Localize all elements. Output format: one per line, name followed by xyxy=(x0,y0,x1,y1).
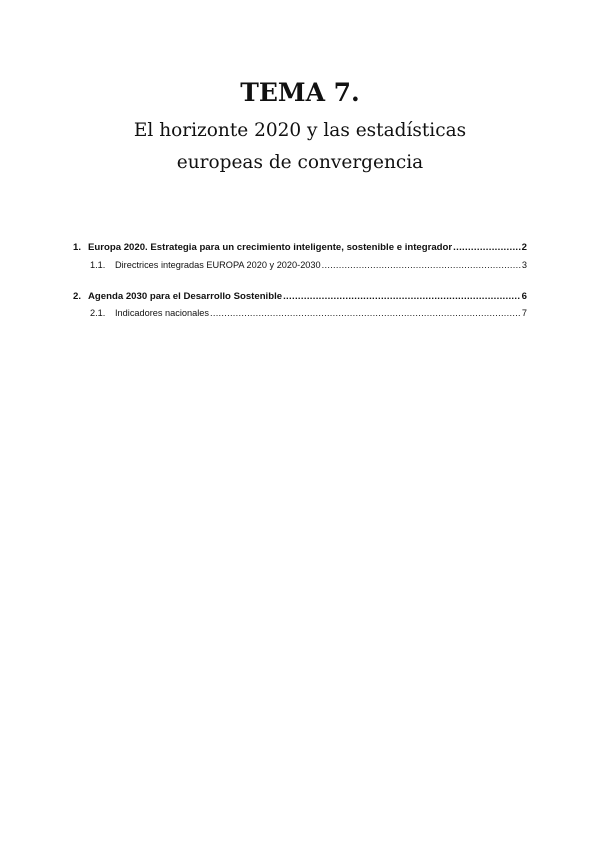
toc-entry-text: Indicadores nacionales xyxy=(115,308,209,318)
toc-entry-number: 1. xyxy=(73,242,82,253)
toc-dot-leader xyxy=(210,308,521,318)
toc-entry-text: Agenda 2030 para el Desarrollo Sostenible xyxy=(88,291,283,302)
toc-entry-1[interactable] xyxy=(73,242,527,253)
toc-entry-2-1[interactable] xyxy=(90,308,527,318)
toc-entry-1-1[interactable] xyxy=(90,260,527,270)
toc-entry-page: 3 xyxy=(521,260,527,270)
document-subtitle-line-2: europeas de convergencia xyxy=(176,152,424,173)
toc-entry-2[interactable] xyxy=(73,291,527,302)
toc-dot-leader xyxy=(453,242,521,253)
toc-entry-page: 6 xyxy=(521,291,527,302)
document-subtitle-line-1: El horizonte 2020 y las estadísticas xyxy=(133,120,467,141)
toc-entry-number: 2.1. xyxy=(90,308,106,318)
toc-entry-page: 7 xyxy=(521,308,527,318)
toc-entry-text: Europa 2020. Estrategia para un crecimiento inteligente, sostenible e integrador xyxy=(88,242,453,253)
toc-entry-number: 1.1. xyxy=(90,260,106,270)
document-title: TEMA 7. xyxy=(240,78,360,107)
toc-entry-text: Directrices integradas EUROPA 2020 y 2020-2030 xyxy=(115,260,321,270)
toc-dot-leader xyxy=(283,291,521,302)
toc-entry-number: 2. xyxy=(73,291,82,302)
toc-entry-page: 2 xyxy=(521,242,527,253)
toc-dot-leader xyxy=(322,260,521,270)
